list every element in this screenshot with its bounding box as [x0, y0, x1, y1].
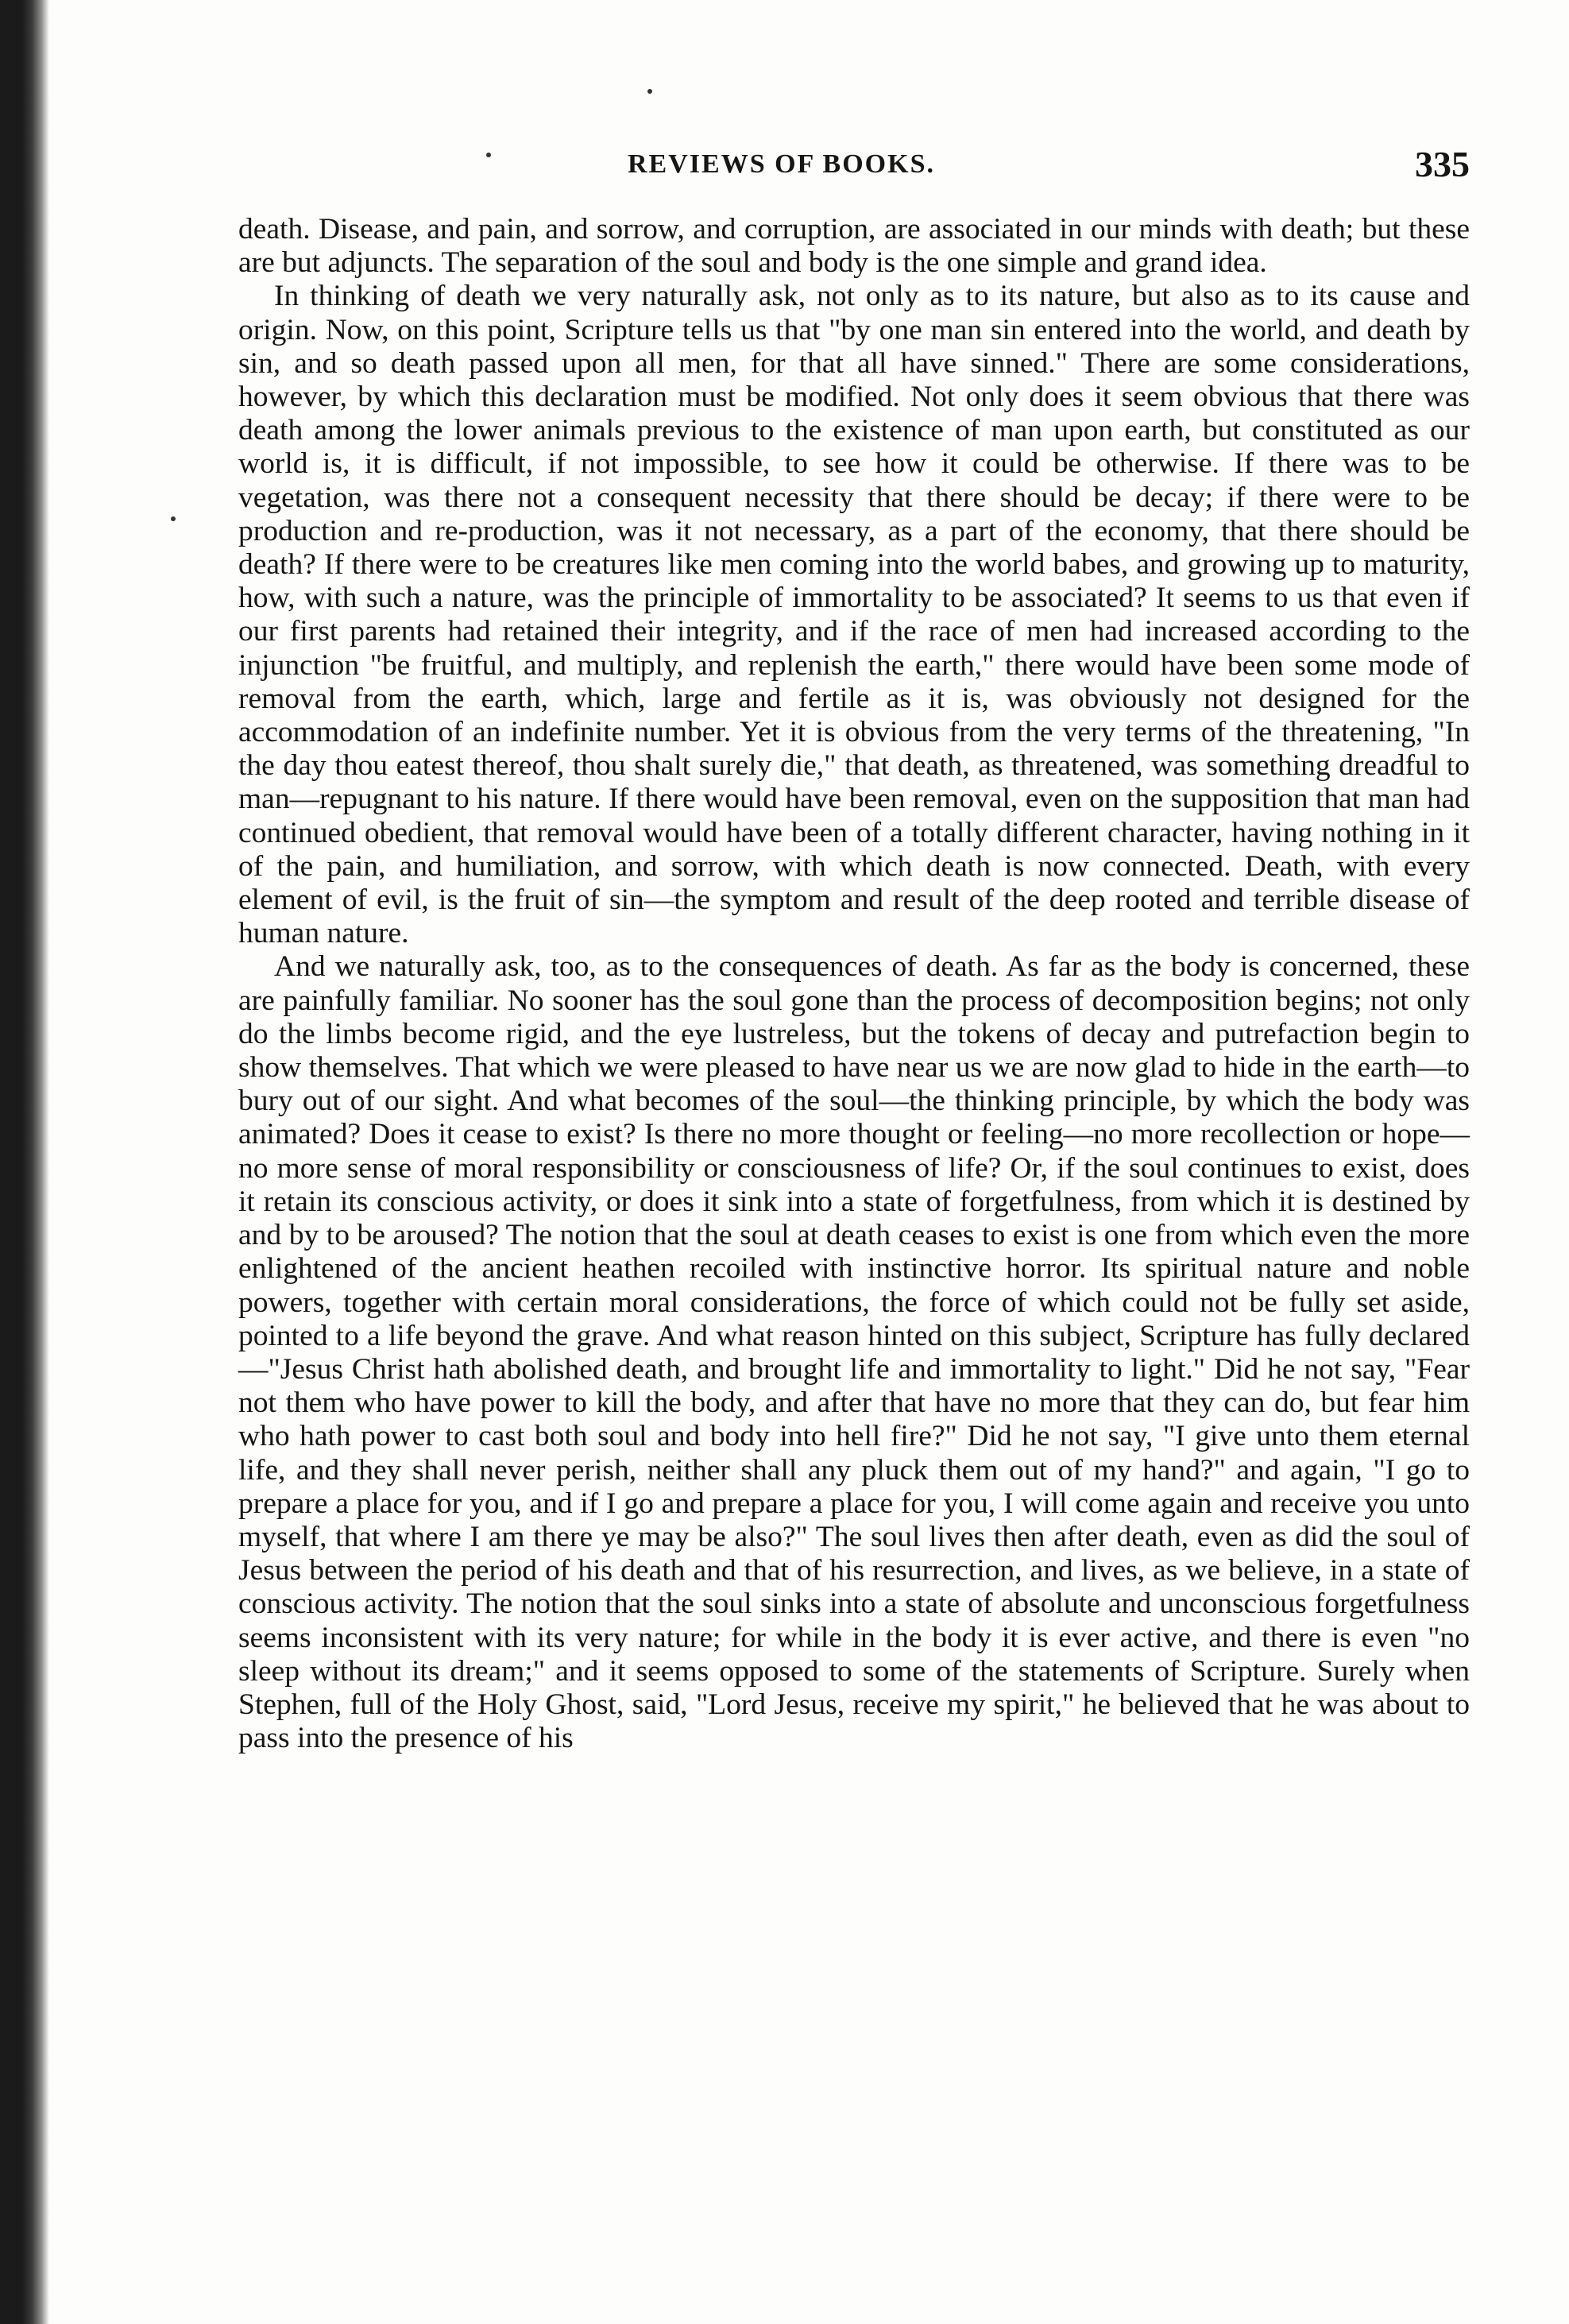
paragraph: death. Disease, and pain, and sorrow, and corruption, are associated in our minds with death; but these are but adjuncts. The separation of the soul and body is the one simple and grand idea. [238, 213, 1470, 280]
page-number: 335 [1415, 144, 1470, 184]
paragraph: And we naturally ask, too, as to the consequences of death. As far as the body is concerned, these are painfully familiar. No sooner has the soul gone than the process of decomposition begins; not only do the limbs become rigid, and the eye lustreless, but the tokens of decay and putrefaction begin to show themselves. That which we were pleased to have near us we are now glad to hide in the earth—to bury out of our sight. And what becomes of the soul—the thinking principle, by which the body was animated? Does it cease to exist? Is there no more thought or feeling—no more recollection or hope—no more sense of moral responsibility or consciousness of life? Or, if the soul continues to exist, does it retain its conscious activity, or does it sink into a state of forgetfulness, from which it is destined by and by to be aroused? The notion that the soul at death ceases to exist is one from which even the more enlightened of the ancient heathen recoiled with instinctive horror. Its spiritual nature and noble powers, together with certain moral considerations, the force of which could not be fully set aside, pointed to a life beyond the grave. And what reason hinted on this subject, Scripture has fully declared—"Jesus Christ hath abolished death, and brought life and immortality to light." Did he not say, "Fear not them who have power to kill the body, and after that have no more that they can do, but fear him who hath power to cast both soul and body into hell fire?" Did he not say, "I give unto them eternal life, and they shall never perish, neither shall any pluck them out of my hand?" and again, "I go to prepare a place for you, and if I go and prepare a place for you, I will come again and receive you unto myself, that where I am there ye may be also?" The soul lives then after death, even as did the soul of Jesus between the period of his death and that of his resurrection, and lives, as we believe, in a state of conscious activity. The notion that the soul sinks into a state of absolute and unconscious forgetfulness seems inconsistent with its very nature; for while in the body it is ever active, and there is even "no sleep without its dream;" and it seems opposed to some of the statements of Scripture. Surely when Stephen, full of the Holy Ghost, said, "Lord Jesus, receive my spirit," he believed that he was about to pass into the presence of his [238, 950, 1470, 1755]
body-text [238, 213, 1470, 1755]
binding-edge [0, 0, 49, 2324]
margin-dot [171, 516, 176, 521]
paragraph: In thinking of death we very naturally ask, not only as to its nature, but also as to its cause and origin. Now, on this point, Scripture tells us that "by one man sin entered into the world, and death by sin, and so death passed upon all men, for that all have sinned." There are some considerations, however, by which this declaration must be modified. Not only does it seem obvious that there was death among the lower animals previous to the existence of man upon earth, but constituted as our world is, it is difficult, if not impossible, to see how it could be otherwise. If there was to be vegetation, was there not a consequent necessity that there should be decay; if there were to be production and re-production, was it not necessary, as a part of the economy, that there should be death? If there were to be creatures like men coming into the world babes, and growing up to maturity, how, with such a nature, was the principle of immortality to be associated? It seems to us that even if our first parents had retained their integrity, and if the race of men had increased according to the injunction "be fruitful, and multiply, and replenish the earth," there would have been some mode of removal from the earth, which, large and fertile as it is, was obviously not designed for the accommodation of an indefinite number. Yet it is obvious from the very terms of the threatening, "In the day thou eatest thereof, thou shalt surely die," that death, as threatened, was something dreadful to man—repugnant to his nature. If there would have been removal, even on the supposition that man had continued obedient, that removal would have been of a totally different character, having nothing in it of the pain, and humiliation, and sorrow, with which death is now connected. Death, with every element of evil, is the fruit of sin—the symptom and result of the deep rooted and terrible disease of human nature. [238, 280, 1470, 950]
page-header [238, 144, 1470, 189]
margin-dot [647, 89, 652, 94]
running-head: REVIEWS OF BOOKS. [628, 149, 935, 179]
